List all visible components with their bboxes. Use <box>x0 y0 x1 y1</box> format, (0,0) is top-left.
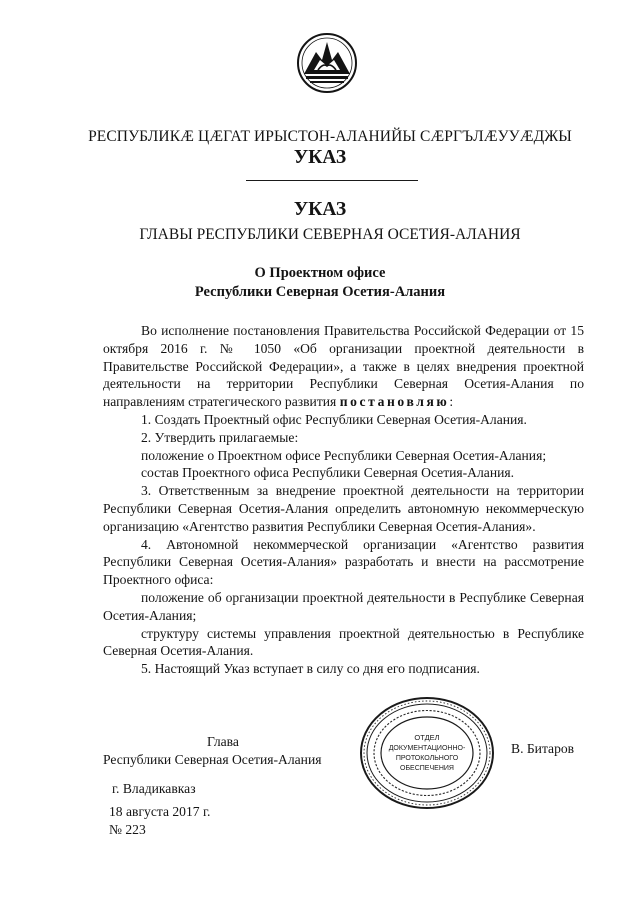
item-2b: состав Проектного офиса Республики Северная Осетия-Алания. <box>141 465 515 481</box>
seal-line-1: ОТДЕЛ <box>414 733 440 742</box>
issue-place: г. Владикавказ <box>112 781 196 796</box>
item-5: 5. Настоящий Указ вступает в силу со дня его подписания. <box>141 661 480 677</box>
item-4a: положение об организации проектной деятельности в Республике Северная Осетия-Алания; <box>103 589 584 623</box>
preamble-paragraph <box>103 322 584 411</box>
signatory-title-line-2: Республики Северная Осетия-Алания <box>103 752 322 767</box>
item-4: 4. Автономной некоммерческой организации «Агентство развития Республики Северная Осетия-Алания» разработать и внести на рассмотрение Проектного офиса: <box>103 536 584 588</box>
item-2: 2. Утвердить прилагаемые: <box>141 429 299 445</box>
republic-emblem-icon <box>296 30 358 96</box>
native-doc-type: УКАЗ <box>293 147 347 168</box>
signatory-title <box>103 733 343 769</box>
official-seal-stamp <box>357 694 497 812</box>
seal-line-4: ОБЕСПЕЧЕНИЯ <box>400 765 454 772</box>
decree-body <box>103 322 584 678</box>
item-2a: положение о Проектном офисе Республики Северная Осетия-Алания; <box>141 447 547 463</box>
item-4b: структуру системы управления проектной деятельностью в Республике Северная Осетия-Алания. <box>103 625 584 659</box>
subject-line-1: О Проектном офисе <box>254 265 386 281</box>
item-3: 3. Ответственным за внедрение проектной деятельности на территории Республики Северная Осетия-Алания определить автономную некоммерческую организацию «Агентство развития Республики Северная Осетия-Алания». <box>103 483 584 534</box>
header-divider <box>246 180 418 181</box>
seal-line-3: ПРОТОКОЛЬНОГО <box>395 755 459 762</box>
decree-number: № 223 <box>109 821 146 837</box>
preamble-text: Во исполнение постановления Правительства Российской Федерации от 15 октября 2016 г. № 1050 «Об организации проектной деятельности в Правительстве Российской Федерации», а также в целях внедрения проектной деятельности на территории Республики Северная Осетия-Алания по направлениям стратегического развития <box>103 323 584 410</box>
native-language-title: РЕСПУБЛИКӔ ЦӔГАТ ИРЫСТОН-АЛАНИЙЫ СӔРГЪЛӔУУӔДЖЫ <box>88 128 572 145</box>
issue-date-block <box>109 803 210 838</box>
signatory-title-line-1: Глава <box>207 734 239 749</box>
subject-line-2: Республики Северная Осетия-Алания <box>194 284 446 300</box>
issuer-title: ГЛАВЫ РЕСПУБЛИКИ СЕВЕРНАЯ ОСЕТИЯ-АЛАНИЯ <box>139 226 521 243</box>
signatory-name: В. Битаров <box>511 741 575 756</box>
decree-colon: : <box>449 394 454 410</box>
doc-type: УКАЗ <box>293 199 347 220</box>
item-1: 1. Создать Проектный офис Республики Северная Осетия-Алания. <box>141 411 527 427</box>
decree-word: постановляю <box>339 394 450 410</box>
seal-line-2: ДОКУМЕНТАЦИОННО- <box>388 745 466 752</box>
issue-date: 18 августа 2017 г. <box>109 804 211 819</box>
decree-subject <box>0 264 640 302</box>
